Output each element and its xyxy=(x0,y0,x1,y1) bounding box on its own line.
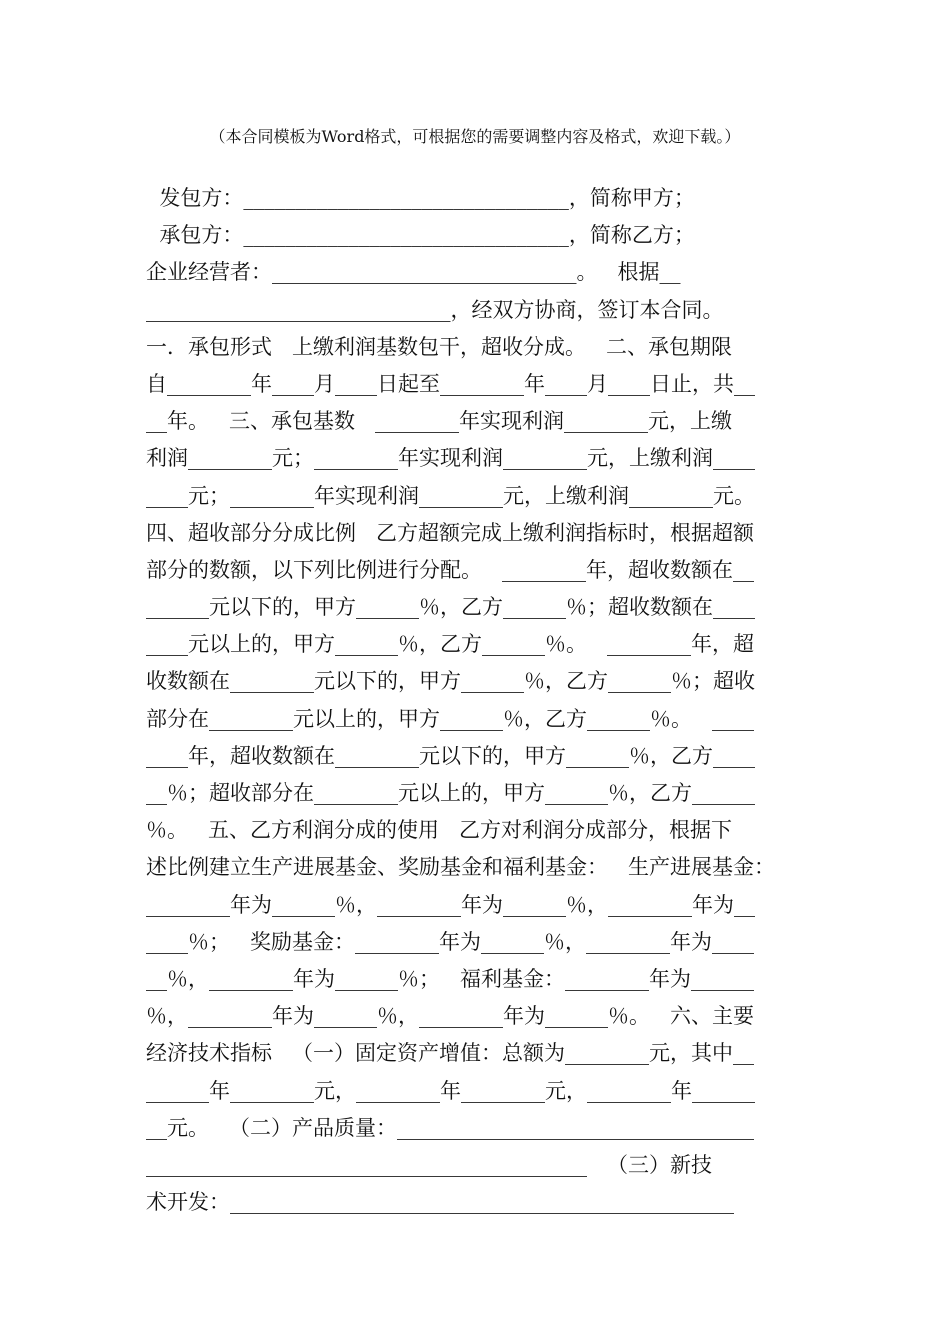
contract-line-6: 自________年____月____日起至________年____月____日止，共__ xyxy=(146,371,755,396)
contract-line-19: 述比例建立生产进展基金、奖励基金和福利基金： 生产进展基金： xyxy=(146,855,776,880)
contract-line-27: __________________________________________ （三）新技 xyxy=(146,1152,713,1177)
contract-line-17: __％；超收部分在________元以上的，甲方______％，乙方______ xyxy=(146,781,755,805)
contract-line-23: ％，________年为______％，________年为______％。 六、主要 xyxy=(146,1004,755,1029)
contract-line-20: ________年为______％，________年为______％，________年为__ xyxy=(146,892,755,917)
contract-line-21: ____％； 奖励基金：________年为______％，________年为____ xyxy=(146,929,755,954)
contract-line-26: __元。 （二）产品质量：__________________________________ xyxy=(146,1115,755,1140)
contract-line-15: 部分在________元以上的，甲方______％，乙方______％。 ____ xyxy=(146,706,755,731)
contract-line-12: ______元以下的，甲方______％，乙方______％；超收数额在____ xyxy=(146,595,755,620)
contract-line-25: ______年________元，________年________元，________年______ xyxy=(146,1078,755,1103)
contract-line-9: ____元；________年实现利润________元，上缴利润________元。 xyxy=(146,483,755,508)
contract-line-14: 收数额在________元以下的，甲方______％，乙方______％；超收 xyxy=(146,669,755,694)
contract-line-10: 四、超收部分分成比例 乙方超额完成上缴利润指标时，根据超额 xyxy=(146,520,755,545)
contract-line-3: 企业经营者：_____________________________。 根据__ xyxy=(146,260,681,285)
contract-line-7: __年。 三、承包基数 ________年实现利润________元，上缴 xyxy=(146,409,733,434)
contract-line-4: _____________________________，经双方协商，签订本合同。 xyxy=(146,297,724,322)
contract-line-18: ％。 五、乙方利润分成的使用 乙方对利润分成部分，根据下 xyxy=(146,818,733,843)
contract-line-24: 经济技术指标 （一）固定资产增值：总额为________元，其中__ xyxy=(146,1041,755,1066)
contract-line-2: 承包方：_______________________________，简称乙方； xyxy=(146,223,695,248)
contract-body xyxy=(146,180,814,1221)
contract-line-22: __％，________年为______％； 福利基金：________年为______ xyxy=(146,966,755,991)
contract-line-8: 利润________元；________年实现利润________元，上缴利润____ xyxy=(146,446,755,471)
contract-line-5: 一．承包形式 上缴利润基数包干，超收分成。 二、承包期限 xyxy=(146,334,733,359)
contract-line-13: ____元以上的，甲方______％，乙方______％。 ________年，超 xyxy=(146,632,755,657)
contract-line-11: 部分的数额，以下列比例进行分配。 ________年，超收数额在__ xyxy=(146,557,755,582)
contract-line-16: ____年，超收数额在________元以下的，甲方______％，乙方____ xyxy=(146,743,755,768)
contract-line-1: 发包方：_______________________________，简称甲方； xyxy=(146,186,695,210)
contract-line-28: 术开发：________________________________________________ xyxy=(146,1190,734,1215)
template-note: （本合同模板为Word格式，可根据您的需要调整内容及格式，欢迎下载。） xyxy=(209,127,741,146)
